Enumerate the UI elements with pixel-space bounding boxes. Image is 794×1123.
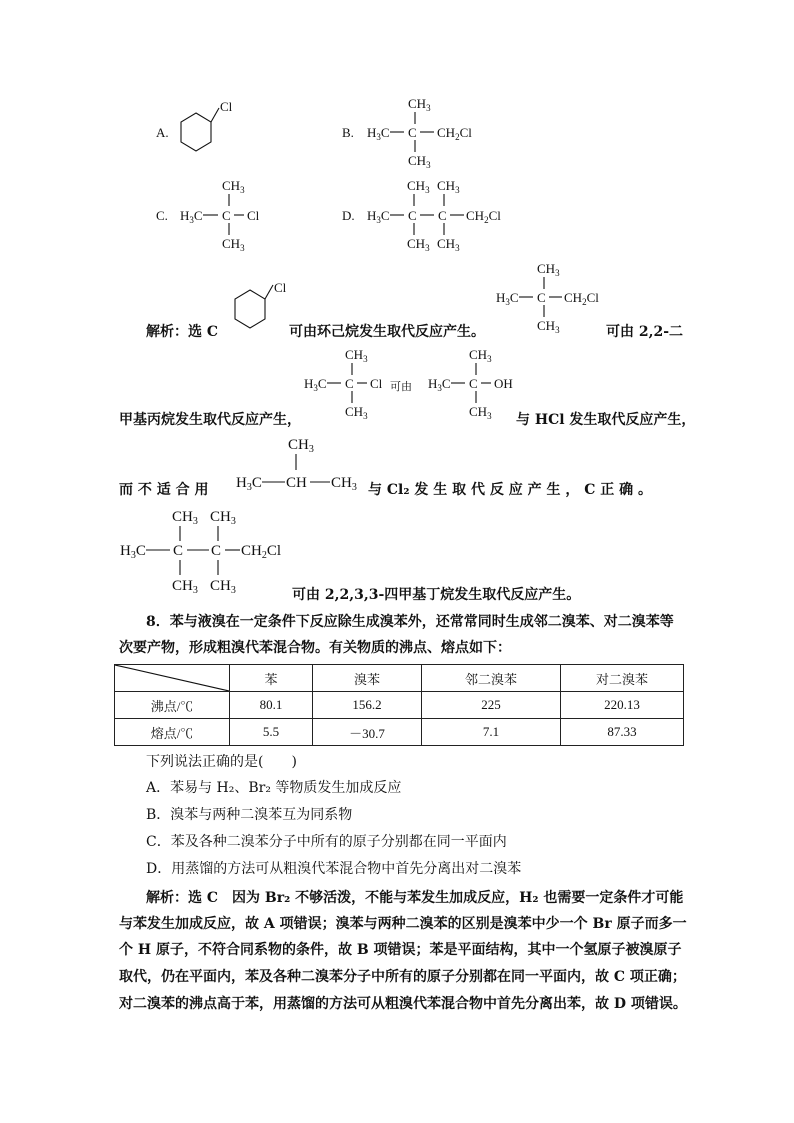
q8-intro-line1: 8．苯与液溴在一定条件下反应除生成溴苯外，还常常同时生成邻二溴苯、对二溴苯等 xyxy=(146,614,674,630)
svg-text:H3C: $H_3C$ xyxy=(428,376,451,393)
option-d-structure xyxy=(367,178,501,253)
svg-text:CH2Cl: $CH_2Cl$ xyxy=(564,290,599,307)
svg-text:CH3: $CH_3$ xyxy=(407,178,430,195)
table-cell: 87.33 xyxy=(561,719,684,746)
table-cell: －30.7 xyxy=(313,719,422,746)
svg-text:Cl: Cl xyxy=(247,208,260,223)
svg-text:CH3: $CH_3$ xyxy=(172,509,198,527)
q8-intro-line2: 次要产物，形成粗溴代苯混合物。有关物质的沸点、熔点如下： xyxy=(119,640,511,656)
analysis7-prefix: 解析：选 C xyxy=(146,324,219,340)
svg-text:C: C xyxy=(345,376,354,391)
svg-text:H3C: $H_3C$ xyxy=(120,543,146,561)
q8-analysis-line3: 个 H 原子，不符合同系物的条件，故 B 项错误；苯是平面结构，其中一个氢原子被溴原子 xyxy=(119,942,682,958)
q8-analysis-line5: 对二溴苯的沸点高于苯，用蒸馏的方法可从粗溴代苯混合物中首先分离出苯，故 D 项错误。 xyxy=(119,996,687,1012)
analysis7-text3: 甲基丙烷发生取代反应产生， xyxy=(119,412,301,428)
q8-analysis-line4: 取代，仍在平面内，苯及各种二溴苯分子中所有的原子分别都在同一平面内，故 C 项正确； xyxy=(119,969,686,985)
table-cell: 220.13 xyxy=(561,692,684,719)
option-d-label: D. xyxy=(342,208,355,223)
svg-text:C: C xyxy=(222,208,231,223)
analysis-cyclohexane-ring xyxy=(235,290,265,328)
analysis-structures xyxy=(0,255,794,605)
svg-text:CH3: $CH_3$ xyxy=(537,318,560,335)
analysis7-text4: 与 HCl 发生取代反应产生， xyxy=(516,412,696,428)
table-header-cell: 溴苯 xyxy=(313,665,422,692)
svg-text:CH3: $CH_3$ xyxy=(407,236,430,253)
analysis7-text6: 与 Cl₂ 发 生 取 代 反 应 产 生 ， C 正 确 。 xyxy=(368,482,652,498)
option-a-cl: Cl xyxy=(220,99,233,114)
svg-text:CH2Cl: $CH_2Cl$ xyxy=(241,543,282,561)
option-b-label: B. xyxy=(342,125,354,140)
svg-text:CH2Cl: $CH_2Cl$ xyxy=(437,125,472,142)
table-cell: 沸点/℃ xyxy=(115,692,230,719)
svg-text:C: C xyxy=(469,376,478,391)
option-b-structure xyxy=(367,96,472,170)
table-header-cell: 对二溴苯 xyxy=(561,665,684,692)
svg-text:CH3: $CH_3$ xyxy=(437,178,460,195)
svg-text:H3C: $H_3C$ xyxy=(496,290,519,307)
option-c-label: C. xyxy=(156,208,168,223)
q8-option-a: A．苯易与 H₂、Br₂ 等物质发生加成反应 xyxy=(146,780,402,796)
table-cell: 熔点/℃ xyxy=(115,719,230,746)
q8-option-c: C．苯及各种二溴苯分子中所有的原子分别都在同一平面内 xyxy=(146,834,507,850)
option-structures xyxy=(0,0,794,260)
analysis7-text5: 而 不 适 合 用 xyxy=(119,482,209,498)
analysis7-text7: 可由 2,2,3,3-四甲基丁烷发生取代反应产生。 xyxy=(292,587,581,603)
analysis7-text1: 可由环己烷发生取代反应产生。 xyxy=(289,324,485,340)
svg-text:Cl: Cl xyxy=(274,280,287,295)
svg-text:CH3: $CH_3$ xyxy=(469,347,492,364)
svg-text:CH3: $CH_3$ xyxy=(345,347,368,364)
analysis7-keyou: 可由 xyxy=(390,380,412,393)
table-header-row xyxy=(115,665,684,692)
q8-option-d: D．用蒸馏的方法可从粗溴代苯混合物中首先分离出对二溴苯 xyxy=(146,861,522,877)
table-row xyxy=(115,692,684,719)
svg-text:C: C xyxy=(408,208,417,223)
option-a-cyclohexane-ring xyxy=(181,113,211,151)
table-header-cell: 邻二溴苯 xyxy=(422,665,561,692)
svg-text:CH3: $CH_3$ xyxy=(408,153,431,170)
table-corner-cell xyxy=(115,665,230,692)
table-header-cell: 苯 xyxy=(230,665,313,692)
table-cell: 80.1 xyxy=(230,692,313,719)
svg-text:H3C: $H_3C$ xyxy=(304,376,327,393)
svg-text:C: C xyxy=(537,290,546,305)
svg-text:CH3: $CH_3$ xyxy=(469,404,492,421)
q8-analysis-line1: 解析：选 C 因为 Br₂ 不够活泼，不能与苯发生加成反应，H₂ 也需要一定条件才可能 xyxy=(146,890,684,906)
svg-text:CH3: $CH_3$ xyxy=(537,261,560,278)
svg-text:Cl: Cl xyxy=(370,376,383,391)
q8-option-b: B．溴苯与两种二溴苯互为同系物 xyxy=(146,807,353,823)
svg-text:CH: CH xyxy=(286,475,307,491)
svg-text:C: C xyxy=(173,543,184,559)
svg-text:H3C: $H_3C$ xyxy=(367,208,390,225)
option-c-structure xyxy=(180,178,260,253)
svg-text:C: C xyxy=(438,208,447,223)
svg-text:H3C: $H_3C$ xyxy=(236,475,262,493)
svg-text:CH3: $CH_3$ xyxy=(331,475,357,493)
svg-text:CH3: $CH_3$ xyxy=(288,437,314,455)
svg-text:OH: OH xyxy=(494,376,513,391)
q8-stem: 下列说法正确的是( ) xyxy=(146,754,297,770)
table-cell: 7.1 xyxy=(422,719,561,746)
svg-text:CH3: $CH_3$ xyxy=(172,578,198,596)
table-cell: 5.5 xyxy=(230,719,313,746)
svg-text:H3C: $H_3C$ xyxy=(367,125,390,142)
option-a-label: A. xyxy=(156,125,169,140)
svg-text:C: C xyxy=(408,125,417,140)
table-row xyxy=(115,719,684,746)
analysis7-text2: 可由 2,2-二 xyxy=(606,324,684,340)
table-cell: 156.2 xyxy=(313,692,422,719)
svg-text:CH3: $CH_3$ xyxy=(222,178,245,195)
q8-properties-table xyxy=(114,664,684,746)
svg-text:CH3: $CH_3$ xyxy=(210,509,236,527)
q8-analysis-line2: 与苯发生加成反应，故 A 项错误；溴苯与两种二溴苯的区别是溴苯中少一个 Br 原子而多一 xyxy=(119,916,687,932)
table-cell: 225 xyxy=(422,692,561,719)
svg-text:H3C: $H_3C$ xyxy=(180,208,203,225)
svg-text:CH3: $CH_3$ xyxy=(437,236,460,253)
svg-text:CH3: $CH_3$ xyxy=(345,404,368,421)
svg-text:CH3: $CH_3$ xyxy=(408,96,431,113)
svg-text:CH2Cl: $CH_2Cl$ xyxy=(466,208,501,225)
svg-text:CH3: $CH_3$ xyxy=(210,578,236,596)
svg-text:CH3: $CH_3$ xyxy=(222,236,245,253)
svg-text:C: C xyxy=(211,543,222,559)
